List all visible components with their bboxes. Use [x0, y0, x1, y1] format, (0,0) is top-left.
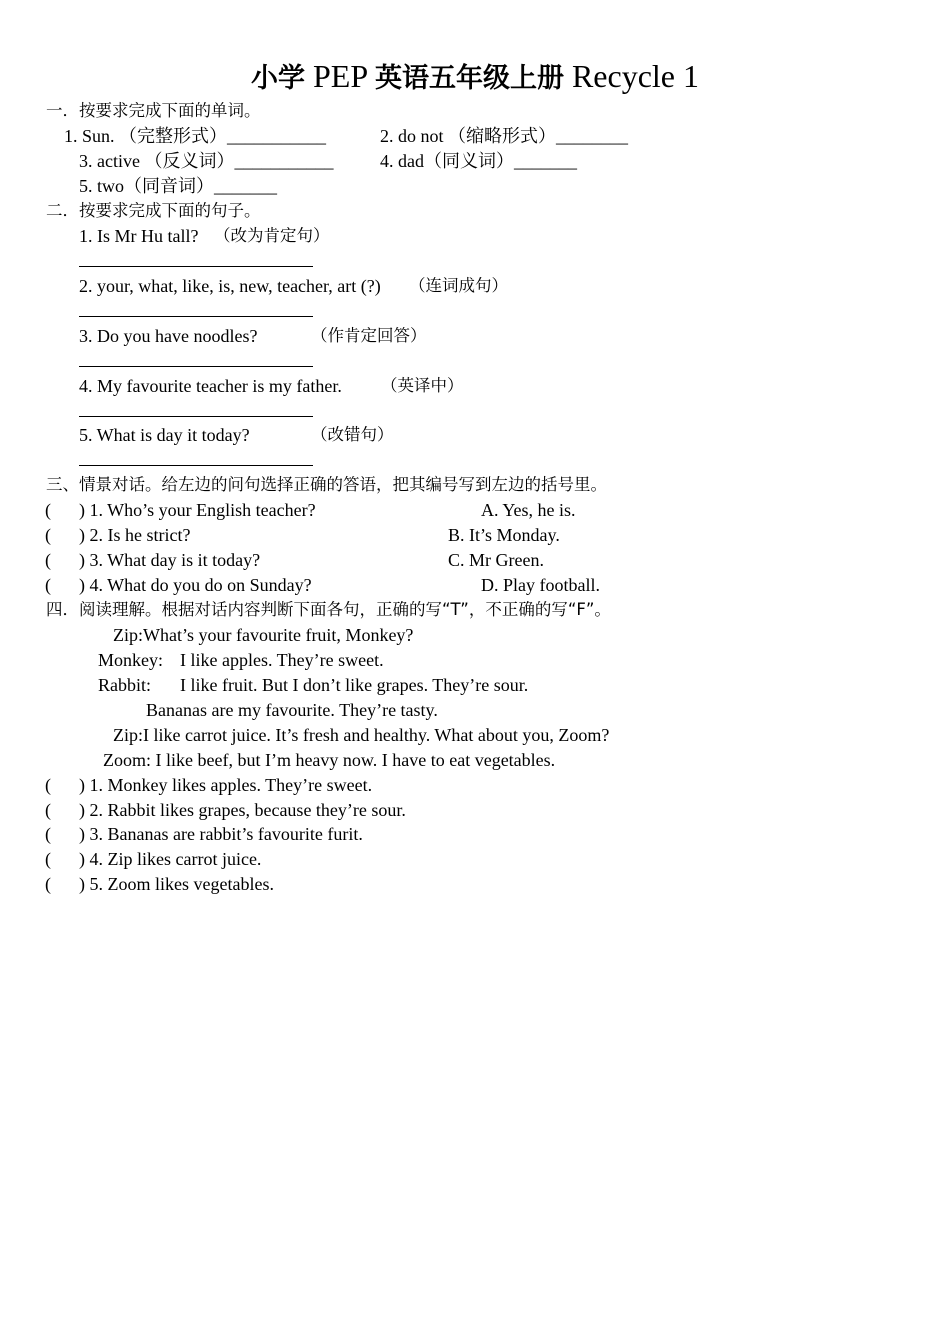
s3-answer-paren-2[interactable]: (: [45, 525, 51, 545]
s3-question-1: ) 1. Who’s your English teacher?: [79, 500, 316, 520]
title-cn-a: 小学: [251, 63, 305, 94]
s1-question-1: 1. Sun. （完整形式）___________: [64, 126, 327, 146]
s4-answer-paren-5[interactable]: (: [45, 874, 51, 894]
s1-question-5: 5. two（同音词）_______: [79, 176, 277, 196]
s2-note-5: （改错句）: [311, 425, 394, 444]
dialogue-line-5: Zip:I like carrot juice. It’s fresh and healthy. What about you, Zoom?: [113, 725, 610, 745]
s2-answer-line-3[interactable]: [79, 366, 313, 367]
s2-question-2: 2. your, what, like, is, new, teacher, art (?): [79, 276, 381, 296]
title-cn-b: 英语五年级上册: [374, 63, 564, 94]
dialogue-line-6: Zoom: I like beef, but I’m heavy now. I have to eat vegetables.: [103, 750, 556, 770]
s2-answer-line-1[interactable]: [79, 266, 313, 267]
s3-question-4: ) 4. What do you do on Sunday?: [79, 575, 312, 595]
dialogue-speaker-2: Monkey:: [98, 650, 163, 670]
s1-question-3: 3. active （反义词）___________: [79, 151, 334, 171]
page-title: [0, 56, 950, 99]
s2-question-5: 5. What is day it today?: [79, 425, 250, 445]
dialogue-line-3: I like fruit. But I don’t like grapes. They’re sour.: [180, 675, 529, 695]
s3-question-3: ) 3. What day is it today?: [79, 550, 261, 570]
s2-question-4: 4. My favourite teacher is my father.: [79, 376, 342, 396]
s2-note-4: （英译中）: [381, 376, 464, 395]
s4-answer-paren-3[interactable]: (: [45, 824, 51, 844]
s4-statement-5: ) 5. Zoom likes vegetables.: [79, 874, 274, 894]
dialogue-speaker-3: Rabbit:: [98, 675, 151, 695]
s4-statement-1: ) 1. Monkey likes apples. They’re sweet.: [79, 775, 373, 795]
s3-option-b: B. It’s Monday.: [448, 525, 560, 545]
s4-statement-2: ) 2. Rabbit likes grapes, because they’re sour.: [79, 800, 406, 820]
dialogue-line-2: I like apples. They’re sweet.: [180, 650, 384, 670]
section-2-heading: 二．按要求完成下面的句子。: [46, 201, 261, 220]
s2-question-1: 1. Is Mr Hu tall?: [79, 226, 199, 246]
s1-question-4: 4. dad（同义词）_______: [380, 151, 577, 171]
s4-statement-3: ) 3. Bananas are rabbit’s favourite furit.: [79, 824, 363, 844]
dialogue-line-4: Bananas are my favourite. They’re tasty.: [146, 700, 438, 720]
s3-question-2: ) 2. Is he strict?: [79, 525, 191, 545]
s1-question-2: 2. do not （缩略形式）________: [380, 126, 629, 146]
s2-answer-line-4[interactable]: [79, 416, 313, 417]
section-1-heading: 一．按要求完成下面的单词。: [46, 101, 261, 120]
s4-answer-paren-1[interactable]: (: [45, 775, 51, 795]
s2-note-3: （作肯定回答）: [311, 326, 427, 345]
s2-note-1: （改为肯定句）: [214, 226, 330, 245]
dialogue-line-1: Zip:What’s your favourite fruit, Monkey?: [113, 625, 414, 645]
section-4-heading: 四．阅读理解。根据对话内容判断下面各句，正确的写“T”，不正确的写“F”。: [46, 600, 611, 619]
title-pep: PEP: [305, 58, 375, 94]
s2-note-2: （连词成句）: [409, 276, 508, 295]
s2-answer-line-5[interactable]: [79, 465, 313, 466]
s3-option-c: C. Mr Green.: [448, 550, 544, 570]
s4-statement-4: ) 4. Zip likes carrot juice.: [79, 849, 262, 869]
title-recycle: Recycle 1: [563, 58, 699, 94]
s4-answer-paren-2[interactable]: (: [45, 800, 51, 820]
s3-option-a: A. Yes, he is.: [481, 500, 576, 520]
s4-answer-paren-4[interactable]: (: [45, 849, 51, 869]
s3-answer-paren-1[interactable]: (: [45, 500, 51, 520]
s2-question-3: 3. Do you have noodles?: [79, 326, 258, 346]
section-3-heading: 三、情景对话。给左边的问句选择正确的答语，把其编号写到左边的括号里。: [46, 475, 607, 494]
s3-answer-paren-4[interactable]: (: [45, 575, 51, 595]
s3-answer-paren-3[interactable]: (: [45, 550, 51, 570]
s2-answer-line-2[interactable]: [79, 316, 313, 317]
s3-option-d: D. Play football.: [481, 575, 600, 595]
